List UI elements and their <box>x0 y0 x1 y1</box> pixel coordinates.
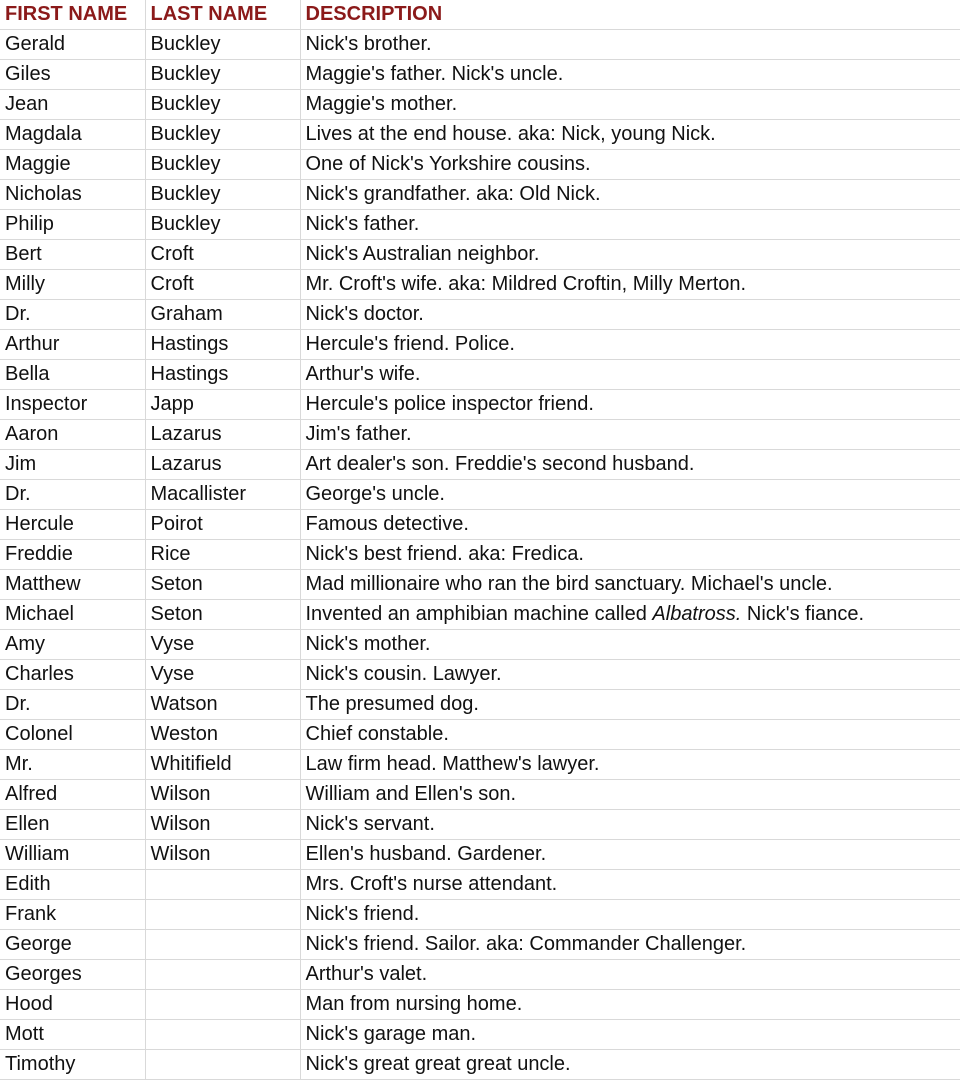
description-cell: Mad millionaire who ran the bird sanctuary. Michael's uncle. <box>300 570 960 600</box>
first-name-cell: Maggie <box>0 150 145 180</box>
first-name-cell: George <box>0 930 145 960</box>
description-cell: Jim's father. <box>300 420 960 450</box>
last-name-cell: Macallister <box>145 480 300 510</box>
table-row <box>0 930 960 960</box>
description-text: Invented an amphibian machine called <box>305 603 653 625</box>
table-row <box>0 330 960 360</box>
description-cell: Mr. Croft's wife. aka: Mildred Croftin, Milly Merton. <box>300 270 960 300</box>
table-row <box>0 1050 960 1080</box>
last-name-cell <box>145 870 300 900</box>
table-row <box>0 840 960 870</box>
table-row <box>0 690 960 720</box>
table-row <box>0 300 960 330</box>
last-name-cell: Wilson <box>145 810 300 840</box>
description-italic-title: Albatross. <box>652 603 742 625</box>
first-name-cell: Dr. <box>0 690 145 720</box>
first-name-cell: Hood <box>0 990 145 1020</box>
description-cell: Arthur's wife. <box>300 360 960 390</box>
description-cell: Ellen's husband. Gardener. <box>300 840 960 870</box>
description-cell: Nick's father. <box>300 210 960 240</box>
table-row <box>0 150 960 180</box>
last-name-cell: Lazarus <box>145 420 300 450</box>
first-name-cell: Jean <box>0 90 145 120</box>
first-name-cell: Georges <box>0 960 145 990</box>
last-name-cell <box>145 1020 300 1050</box>
table-row <box>0 630 960 660</box>
first-name-cell: Milly <box>0 270 145 300</box>
last-name-cell: Wilson <box>145 780 300 810</box>
first-name-cell: Nicholas <box>0 180 145 210</box>
description-cell <box>300 600 960 630</box>
last-name-cell: Graham <box>145 300 300 330</box>
table-row <box>0 810 960 840</box>
first-name-cell: Matthew <box>0 570 145 600</box>
first-name-cell: Inspector <box>0 390 145 420</box>
last-name-cell: Buckley <box>145 120 300 150</box>
last-name-cell <box>145 1050 300 1080</box>
first-name-cell: Dr. <box>0 480 145 510</box>
table-row <box>0 90 960 120</box>
table-row <box>0 240 960 270</box>
last-name-cell: Vyse <box>145 630 300 660</box>
description-cell: Nick's Australian neighbor. <box>300 240 960 270</box>
description-cell: Law firm head. Matthew's lawyer. <box>300 750 960 780</box>
first-name-cell: Freddie <box>0 540 145 570</box>
first-name-cell: Bella <box>0 360 145 390</box>
first-name-cell: Charles <box>0 660 145 690</box>
description-cell: Nick's servant. <box>300 810 960 840</box>
last-name-cell: Weston <box>145 720 300 750</box>
table-row <box>0 990 960 1020</box>
table-row <box>0 360 960 390</box>
table-row <box>0 780 960 810</box>
description-cell: Nick's mother. <box>300 630 960 660</box>
last-name-cell: Buckley <box>145 180 300 210</box>
description-cell: Nick's great great great uncle. <box>300 1050 960 1080</box>
last-name-cell: Hastings <box>145 360 300 390</box>
last-name-cell: Rice <box>145 540 300 570</box>
first-name-cell: William <box>0 840 145 870</box>
description-text: Nick's fiance. <box>741 603 865 625</box>
description-cell: Nick's grandfather. aka: Old Nick. <box>300 180 960 210</box>
table-row <box>0 900 960 930</box>
first-name-cell: Timothy <box>0 1050 145 1080</box>
last-name-cell: Buckley <box>145 210 300 240</box>
description-cell: Nick's garage man. <box>300 1020 960 1050</box>
last-name-cell: Wilson <box>145 840 300 870</box>
last-name-cell <box>145 990 300 1020</box>
header-row <box>0 0 960 30</box>
last-name-cell: Seton <box>145 570 300 600</box>
table-row <box>0 210 960 240</box>
description-cell: Nick's friend. <box>300 900 960 930</box>
description-cell: Nick's best friend. aka: Fredica. <box>300 540 960 570</box>
last-name-cell: Watson <box>145 690 300 720</box>
table-row <box>0 390 960 420</box>
description-cell: One of Nick's Yorkshire cousins. <box>300 150 960 180</box>
first-name-cell: Alfred <box>0 780 145 810</box>
description-cell: Famous detective. <box>300 510 960 540</box>
description-cell: Nick's doctor. <box>300 300 960 330</box>
header-first-name: FIRST NAME <box>0 0 145 30</box>
last-name-cell: Buckley <box>145 60 300 90</box>
description-cell: William and Ellen's son. <box>300 780 960 810</box>
table-row <box>0 120 960 150</box>
table-body <box>0 30 960 1080</box>
last-name-cell: Croft <box>145 240 300 270</box>
table-row <box>0 510 960 540</box>
last-name-cell: Buckley <box>145 150 300 180</box>
description-cell: Hercule's friend. Police. <box>300 330 960 360</box>
last-name-cell: Croft <box>145 270 300 300</box>
last-name-cell <box>145 930 300 960</box>
first-name-cell: Mr. <box>0 750 145 780</box>
first-name-cell: Arthur <box>0 330 145 360</box>
last-name-cell <box>145 960 300 990</box>
description-cell: Maggie's father. Nick's uncle. <box>300 60 960 90</box>
first-name-cell: Ellen <box>0 810 145 840</box>
table-row <box>0 270 960 300</box>
last-name-cell: Buckley <box>145 90 300 120</box>
last-name-cell: Vyse <box>145 660 300 690</box>
table-row <box>0 660 960 690</box>
description-cell: Chief constable. <box>300 720 960 750</box>
first-name-cell: Gerald <box>0 30 145 60</box>
description-cell: Man from nursing home. <box>300 990 960 1020</box>
first-name-cell: Hercule <box>0 510 145 540</box>
description-cell: Art dealer's son. Freddie's second husband. <box>300 450 960 480</box>
first-name-cell: Mott <box>0 1020 145 1050</box>
table-row <box>0 540 960 570</box>
last-name-cell: Lazarus <box>145 450 300 480</box>
first-name-cell: Edith <box>0 870 145 900</box>
description-cell: Nick's friend. Sailor. aka: Commander Challenger. <box>300 930 960 960</box>
first-name-cell: Dr. <box>0 300 145 330</box>
description-cell: Mrs. Croft's nurse attendant. <box>300 870 960 900</box>
last-name-cell: Whitifield <box>145 750 300 780</box>
description-cell: Lives at the end house. aka: Nick, young Nick. <box>300 120 960 150</box>
last-name-cell: Poirot <box>145 510 300 540</box>
table-row <box>0 30 960 60</box>
first-name-cell: Philip <box>0 210 145 240</box>
first-name-cell: Colonel <box>0 720 145 750</box>
header-description: DESCRIPTION <box>300 0 960 30</box>
first-name-cell: Giles <box>0 60 145 90</box>
first-name-cell: Jim <box>0 450 145 480</box>
table-row <box>0 960 960 990</box>
table-row <box>0 720 960 750</box>
description-cell: Arthur's valet. <box>300 960 960 990</box>
table-row <box>0 870 960 900</box>
first-name-cell: Magdala <box>0 120 145 150</box>
first-name-cell: Aaron <box>0 420 145 450</box>
first-name-cell: Bert <box>0 240 145 270</box>
last-name-cell: Japp <box>145 390 300 420</box>
first-name-cell: Amy <box>0 630 145 660</box>
table-row <box>0 750 960 780</box>
table-row <box>0 420 960 450</box>
table-row <box>0 180 960 210</box>
table-row <box>0 480 960 510</box>
table-row <box>0 570 960 600</box>
table-row <box>0 1020 960 1050</box>
table-row <box>0 60 960 90</box>
table-row <box>0 600 960 630</box>
description-cell: George's uncle. <box>300 480 960 510</box>
last-name-cell: Hastings <box>145 330 300 360</box>
description-cell: Nick's brother. <box>300 30 960 60</box>
description-cell: Nick's cousin. Lawyer. <box>300 660 960 690</box>
first-name-cell: Frank <box>0 900 145 930</box>
description-cell: Hercule's police inspector friend. <box>300 390 960 420</box>
description-cell: Maggie's mother. <box>300 90 960 120</box>
table-row <box>0 450 960 480</box>
first-name-cell: Michael <box>0 600 145 630</box>
last-name-cell: Seton <box>145 600 300 630</box>
description-cell: The presumed dog. <box>300 690 960 720</box>
last-name-cell <box>145 900 300 930</box>
last-name-cell: Buckley <box>145 30 300 60</box>
header-last-name: LAST NAME <box>145 0 300 30</box>
